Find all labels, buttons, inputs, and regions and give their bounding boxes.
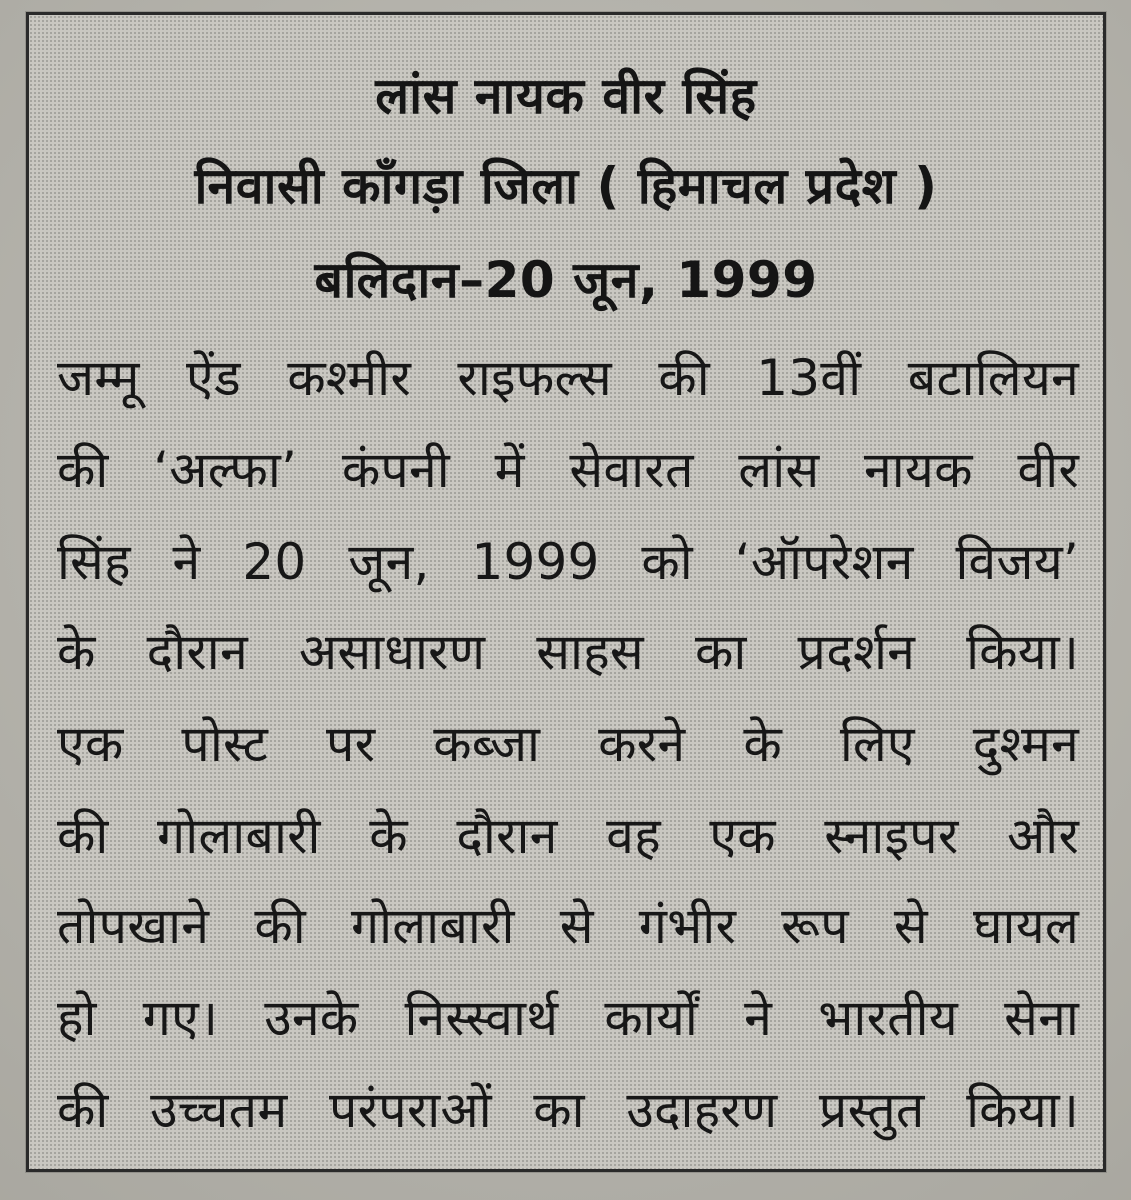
body-line-6: की गोलाबारी के दौरान वह एक स्नाइपर और bbox=[57, 807, 1079, 865]
body-line-9: की उच्चतम परंपराओं का उदाहरण प्रस्तुत किया। bbox=[57, 1081, 1079, 1139]
body-line-8: हो गए। उनके निस्स्वार्थ कार्यों ने भारतीय सेना bbox=[57, 989, 1079, 1047]
residence-heading: निवासी काँगड़ा जिला ( हिमाचल प्रदेश ) bbox=[194, 157, 938, 215]
body-line-1: जम्मू ऐंड कश्मीर राइफल्स की 13वीं बटालियन bbox=[57, 349, 1079, 407]
body-line-2: की ‘अल्फा’ कंपनी में सेवारत लांस नायक वीर bbox=[57, 441, 1079, 499]
tribute-box bbox=[26, 12, 1106, 1172]
body-line-5: एक पोस्ट पर कब्जा करने के लिए दुश्मन bbox=[57, 715, 1079, 773]
name-heading: लांस नायक वीर सिंह bbox=[375, 67, 757, 125]
body-line-3: सिंह ने 20 जून, 1999 को ‘ऑपरेशन विजय’ bbox=[57, 533, 1079, 591]
body-line-7: तोपखाने की गोलाबारी से गंभीर रूप से घायल bbox=[57, 897, 1079, 955]
body-line-4: के दौरान असाधारण साहस का प्रदर्शन किया। bbox=[57, 623, 1079, 681]
sacrifice-date-heading: बलिदान–20 जून, 1999 bbox=[314, 251, 818, 309]
